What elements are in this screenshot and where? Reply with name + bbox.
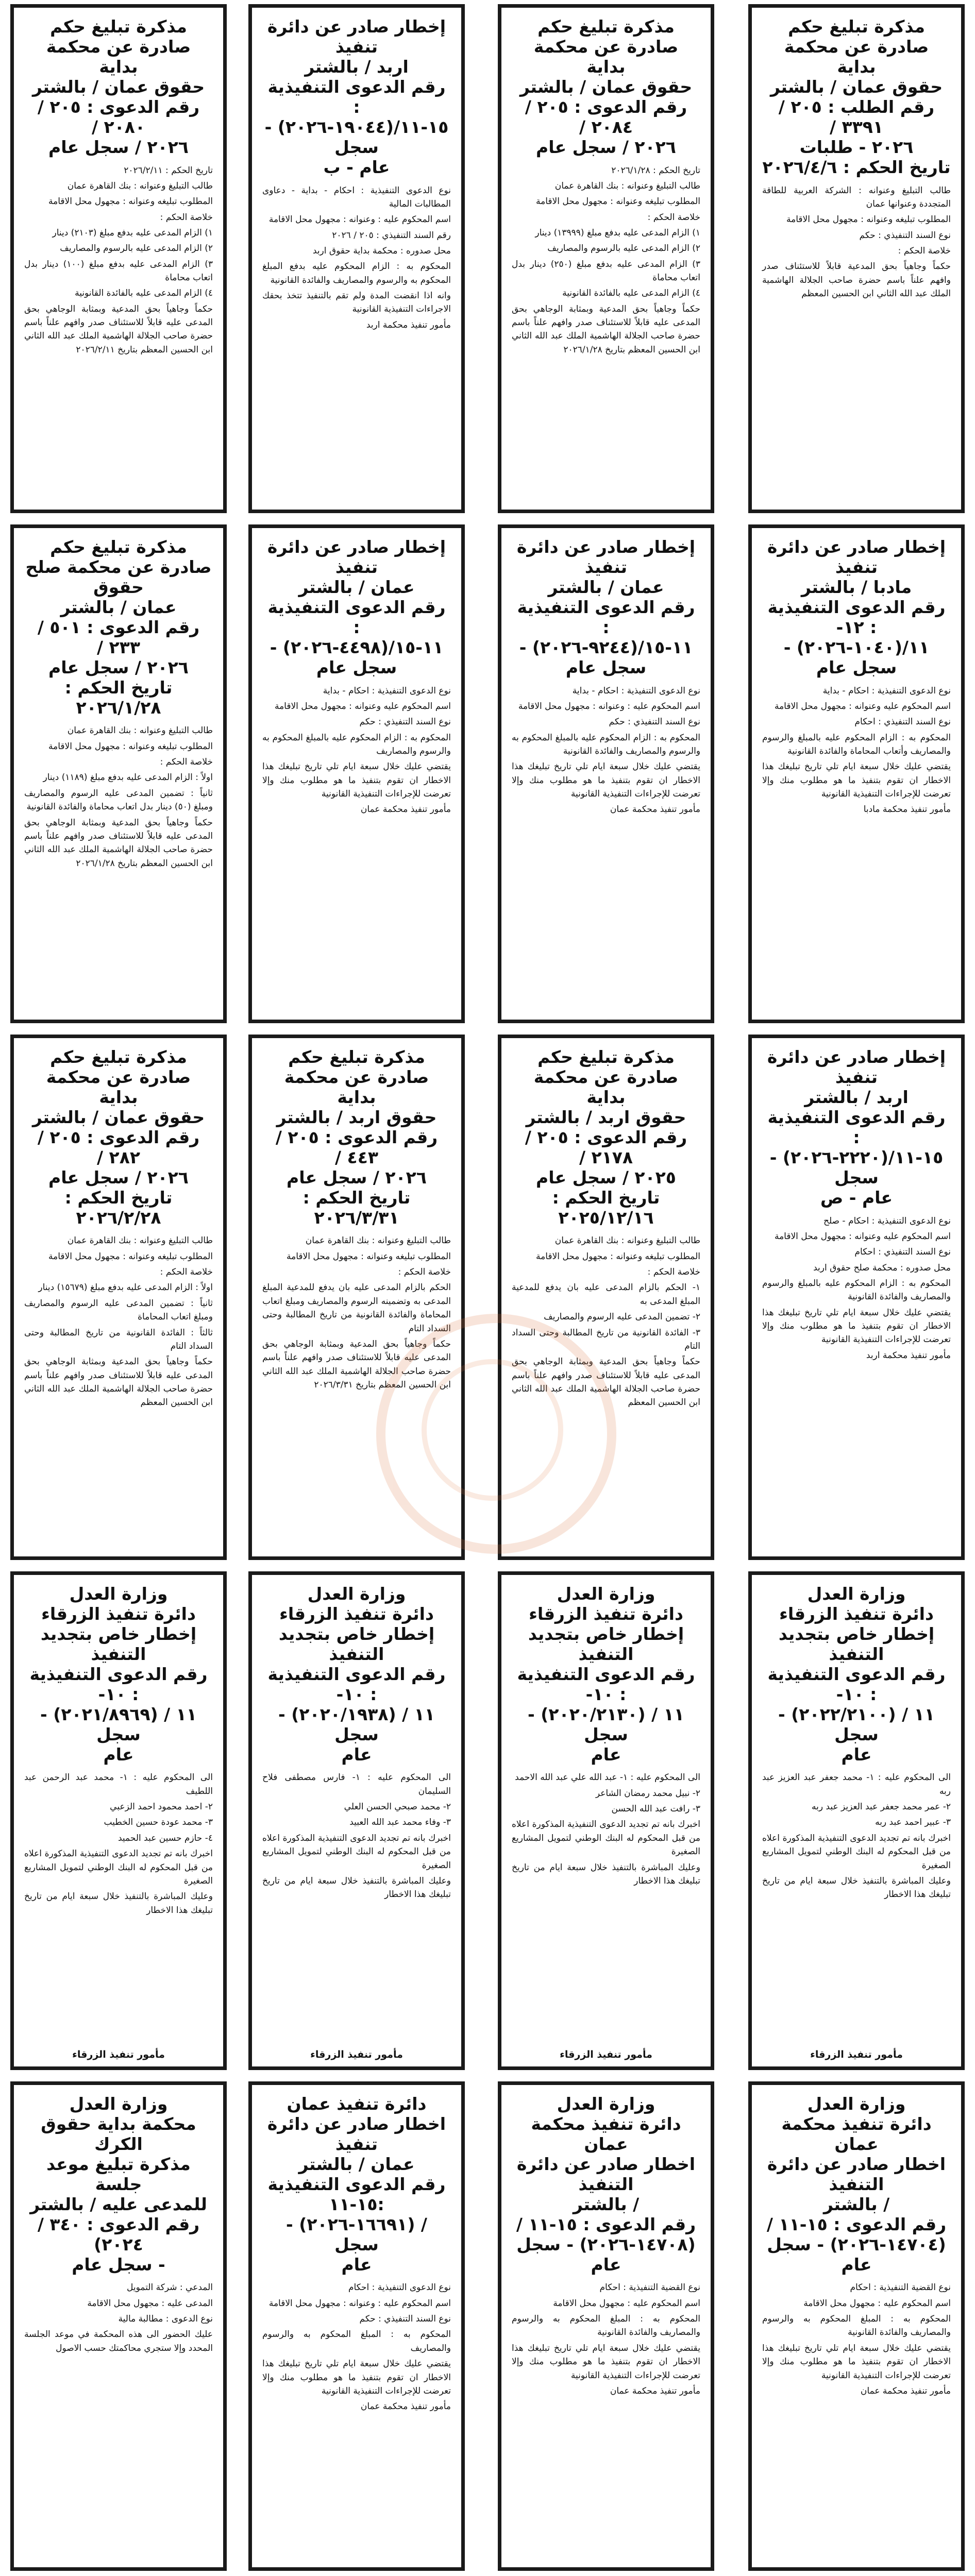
notice-header-line: إخطار صادر عن دائرة تنفيذ <box>267 16 446 57</box>
notice-header <box>762 17 951 178</box>
notice-box <box>10 4 227 513</box>
notice-paragraph: المحكوم به : الزام المحكوم عليه بدفع المبلغ المحكوم به والرسوم والمصاريف والفائدة القانونية <box>262 261 451 285</box>
notice-header-line: مذكرة تبليغ حكم <box>50 1047 187 1067</box>
notice-paragraph: محل صدوره : محكمة بداية حقوق اربد <box>312 245 451 256</box>
notice-paragraph: المطلوب تبليغه وعنوانه : مجهول محل الاقامة <box>786 214 951 225</box>
notice-body <box>512 1234 700 1409</box>
notice-signature: مأمور تنفيذ الزرقاء <box>560 2049 652 2060</box>
notice-header-line: رقم الدعوى : ٢٠٥ / ٢٠٨٠ / <box>37 96 200 137</box>
notice-paragraph: المحكوم به : الزام المحكوم عليه بالمبلغ المحكوم به والرسوم والمصاريف <box>262 732 451 756</box>
notice-header-line: إخطار خاص بتجديد التنفيذ <box>40 1623 197 1664</box>
notice-header-line: إخطار صادر عن دائرة تنفيذ <box>767 537 946 577</box>
notice-header-line: رقم الدعوى التنفيذية : ١٠- <box>767 1664 946 1704</box>
notice-paragraph: نوع الدعوى التنفيذية : احكام - بداية <box>323 685 451 696</box>
notice-paragraph: الى المحكوم عليه : ١- محمد عبد الرحمن عبد اللطيف <box>24 1772 213 1797</box>
notice-header-line: مذكرة تبليغ موعد جلسة <box>46 2154 191 2194</box>
notice-header-line: حقوق اربد / بالشتر <box>276 1107 437 1127</box>
notice-paragraph: اسم المحكوم عليه وعنوانه : مجهول محل الاقامة <box>774 701 951 711</box>
notice-paragraph: ٣- محمد عودة حسين الخطيب <box>104 1817 213 1828</box>
notice-header-line: ٢٠٢٦ / سجل عام <box>48 657 189 677</box>
notice-header-line: عمان / بالشتر <box>298 577 415 597</box>
notice-paragraph: المطلوب تبليغه وعنوانه : مجهول محل الاقامة <box>48 741 213 752</box>
notice-paragraph: وعليك المباشرة بالتنفيذ خلال سبعة ايام من تاريخ تبليغك هذا الاخطار <box>262 1875 451 1900</box>
notice-header-line: وزارة العدل <box>69 1584 168 1604</box>
notice-header <box>262 537 451 678</box>
notice-header-line: ١١ / (٢٠٢١/٨٩٦٩) - سجل <box>40 1704 197 1744</box>
notice-signature: مأمور تنفيذ الزرقاء <box>810 2049 903 2060</box>
notice-header-line: صادرة عن محكمة صلح حقوق <box>25 556 212 597</box>
notice-header-line: ٢٠٢٦ / سجل عام <box>48 1167 189 1188</box>
notice-header-line: محكمة بداية حقوق الكرك <box>41 2113 196 2154</box>
notice-paragraph: مأمور تنفيذ محكمة اربد <box>866 1350 951 1361</box>
notice-header-line: حقوق عمان / بالشتر <box>519 76 693 97</box>
notice-box <box>748 4 965 513</box>
notice-header-line: / بالشتر <box>573 2194 640 2214</box>
notice-paragraph: ٣- الفائدة القانونية من تاريخ المطالبة وحتى السداد التام <box>512 1327 700 1351</box>
notice-header-line: رقم الدعوى التنفيذية : <box>767 1107 946 1147</box>
notice-header <box>262 1584 451 1765</box>
notice-paragraph: محل صدوره : محكمة صلح حقوق اربد <box>813 1262 951 1273</box>
notice-paragraph: نوع الدعوى التنفيذية : احكام <box>348 2282 451 2293</box>
notice-paragraph: الى المحكوم عليه : ١- عبد الله علي عبد الله الاحمد <box>515 1772 700 1783</box>
notice-header-line: حقوق عمان / بالشتر <box>32 76 205 97</box>
notice-body <box>24 164 213 357</box>
notice-paragraph: اسم المحكوم عليه : مجهول محل الاقامة <box>553 2298 700 2309</box>
notice-header-line: وزارة العدل <box>807 2094 906 2114</box>
notice-paragraph: المدعي : شركة التمويل <box>127 2282 213 2293</box>
notice-header-line: ١١-١٥/(٩٢٤٤-٢٠٢٦) - <box>519 637 693 657</box>
notice-paragraph: رقم السند التنفيذي : ٢٠٥ / ٢٠٢٦ <box>332 230 451 241</box>
notice-header-line: دائرة تنفيذ الزرقاء <box>41 1603 196 1624</box>
notice-paragraph: مأمور تنفيذ محكمة مادبا <box>863 804 951 815</box>
notice-paragraph: خلاصة الحكم : <box>160 212 213 223</box>
notice-paragraph: نوع السند التنفيذي : حكم <box>859 230 951 241</box>
notice-header-line: عام <box>103 1744 134 1765</box>
notice-header-line: اخطار صادر عن دائرة تنفيذ <box>267 2113 446 2154</box>
notice-body <box>512 164 700 357</box>
notice-box <box>498 524 714 1023</box>
notice-box <box>498 4 714 513</box>
notice-header-line: ٢٠٢٦ - طلبات <box>799 137 914 157</box>
notice-paragraph: ١) الزام المدعى عليه بدفع مبلغ (١٣٩٩٩) دينار <box>535 227 700 238</box>
notice-body <box>24 724 213 870</box>
notice-paragraph: ٤- حازم حسين عبد الحميد <box>117 1833 213 1843</box>
notice-paragraph: يقتضي عليك خلال سبعة ايام تلي تاريخ تبليغك هذا الاخطار ان تقوم بتنفيذ ما هو مطلوب منك وإلا تعرضت للإجراءات التنفيذية القانونية <box>262 761 451 799</box>
notice-header-line: وزارة العدل <box>307 1584 406 1604</box>
notice-paragraph: المطلوب تبليغه وعنوانه : مجهول محل الاقامة <box>287 1251 451 1262</box>
notice-header-line: عمان / بالشتر <box>298 2154 415 2174</box>
notice-header-line: تاريخ الحكم : ٢٠٢٦/٣/٣١ <box>302 1187 411 1228</box>
notice-header-line: / (١٦٦٩١-٢٠٢٦) - سجل <box>286 2214 427 2255</box>
notice-header <box>24 1584 213 1765</box>
notice-header <box>262 2094 451 2275</box>
notice-paragraph: ٢- تضمين المدعى عليه الرسوم والمصاريف <box>544 1312 700 1323</box>
notice-paragraph: الحكم بالزام المدعى عليه بان يدفع للمدعية المبلغ المدعى به وتضمينه الرسوم والمصاريف ومبلغ اتعاب المحاماة والفائدة القانونية من تاريخ المطالبة وحتى السداد التام <box>262 1282 451 1334</box>
notice-header-line: سجل عام <box>316 657 397 677</box>
notice-header-line: ٢٠٢٦ / سجل عام <box>48 137 189 157</box>
notice-header-line: دائرة تنفيذ الزرقاء <box>529 1603 683 1624</box>
notice-paragraph: اسم المحكوم عليه : وعنوانه : مجهول محل الاقامة <box>268 214 451 225</box>
notice-paragraph: خلاصة الحكم : <box>898 245 951 256</box>
notice-paragraph: ٢) الزام المدعى عليه بالرسوم والمصاريف <box>547 243 700 254</box>
notice-box <box>498 1035 714 1560</box>
notice-header-line: رقم الدعوى : ٢٠٥ / ٢١٧٨ / <box>525 1127 687 1167</box>
notice-header-line: مذكرة تبليغ حكم <box>288 1047 425 1067</box>
notice-header-line: إخطار خاص بتجديد التنفيذ <box>528 1623 684 1664</box>
notice-paragraph: المطلوب تبليغه وعنوانه : مجهول محل الاقامة <box>48 1251 213 1262</box>
notice-box <box>498 1571 714 2070</box>
notice-header-line: تاريخ الحكم : ٢٠٢٦/١/٢٨ <box>64 677 173 718</box>
notice-paragraph: ٢- نبيل محمد رمضان الشاعر <box>595 1788 700 1799</box>
notice-body <box>512 684 700 817</box>
notice-paragraph: خلاصة الحكم : <box>160 757 213 768</box>
notice-signature: مأمور تنفيذ الزرقاء <box>310 2049 403 2060</box>
notice-box <box>10 2081 227 2571</box>
notice-paragraph: المحكوم به : المبلغ المحكوم به والرسوم والمصاريف والفائدة القانونية <box>762 2314 951 2338</box>
notice-header <box>24 17 213 158</box>
notice-paragraph: نوع السند التنفيذي : حكم <box>359 717 451 727</box>
notice-paragraph: نوع الدعوى التنفيذية : احكام - بداية - دعاوى المطالبات المالية <box>262 185 451 209</box>
notice-paragraph: مأمور تنفيذ محكمة عمان <box>610 2385 700 2396</box>
notice-paragraph: وعليك المباشرة بالتنفيذ خلال سبعة ايام من تاريخ تبليغك هذا الاخطار <box>512 1862 700 1886</box>
notice-paragraph: اخبرك بانه تم تجديد الدعوى التنفيذية المذكورة اعلاه من قبل المحكوم له البنك الوطني لتمويل المشاريع الصغيرة <box>762 1833 951 1871</box>
notice-paragraph: نوع الدعوى التنفيذية : احكام - بداية <box>572 685 700 696</box>
notice-paragraph: ٢) الزام المدعى عليه بالرسوم والمصاريف <box>60 243 213 254</box>
notice-header <box>24 2094 213 2275</box>
notice-paragraph: خلاصة الحكم : <box>398 1267 451 1278</box>
notice-paragraph: نوع القضية التنفيذية : احكام <box>850 2282 951 2293</box>
notice-paragraph: اسم المحكوم عليه وعنوانه : مجهول محل الاقامة <box>274 701 451 711</box>
notice-header-line: رقم الدعوى : ٥٠١ / ٢٣٣ / <box>37 617 200 657</box>
notice-header-line: عام - ب <box>323 157 390 177</box>
notice-header-line: إخطار صادر عن دائرة تنفيذ <box>767 1047 946 1087</box>
notice-header-line: رقم الدعوى : ٢٠٥ / ٢٨٢ / <box>37 1127 200 1167</box>
notice-paragraph: وعليك المباشرة بالتنفيذ خلال سبعة ايام من تاريخ تبليغك هذا الاخطار <box>762 1875 951 1900</box>
notice-paragraph: ٤) الزام المدعى عليه بالفائدة القانونية <box>75 288 213 299</box>
notice-paragraph: المحكوم به : المبلغ المحكوم به والرسوم والمصاريف <box>262 2329 451 2353</box>
notice-header-line: رقم الطلب : ٢٠٥ / ٣٣٩١ / <box>778 96 935 137</box>
notice-header-line: إخطار خاص بتجديد التنفيذ <box>778 1623 935 1664</box>
notice-header-line: رقم الدعوى التنفيذية : <box>267 76 446 117</box>
notice-header-line: حقوق اربد / بالشتر <box>526 1107 686 1127</box>
notice-body <box>512 2281 700 2398</box>
notice-paragraph: ١) الزام المدعى عليه بدفع مبلغ (٢١٠٣) دينار <box>52 227 213 238</box>
notice-body <box>24 1234 213 1409</box>
notice-paragraph: خلاصة الحكم : <box>647 212 700 223</box>
notice-header-line: للمدعى عليه / بالشتر <box>30 2194 207 2214</box>
notice-paragraph: اخبرك بانه تم تجديد الدعوى التنفيذية المذكورة اعلاه من قبل المحكوم له البنك الوطني لتمويل المشاريع الصغيرة <box>262 1833 451 1871</box>
notice-paragraph: يقتضي عليك خلال سبعة ايام تلي تاريخ تبليغك هذا الاخطار ان تقوم بتنفيذ ما هو مطلوب منك وإلا تعرضت للإجراءات التنفيذية القانونية <box>762 1307 951 1345</box>
notice-paragraph: حكماً وجاهياً بحق المدعية قابلاً للاستئناف صدر وافهم علناً باسم حضرة صاحب الجلالة الهاشمية الملك عبد الله الثاني ابن الحسين المعظم <box>762 261 951 299</box>
notice-box <box>498 2081 714 2571</box>
notice-header <box>762 1584 951 1765</box>
notice-paragraph: ٣) الزام المدعى عليه بدفع مبلغ (١٠٠) دينار بدل اتعاب محاماة <box>24 259 213 283</box>
notice-paragraph: اسم المحكوم عليه : وعنوانه : مجهول محل الاقامة <box>268 2298 451 2309</box>
notice-paragraph: اخبرك بانه تم تجديد الدعوى التنفيذية المذكورة اعلاه من قبل المحكوم له البنك الوطني لتمويل المشاريع الصغيرة <box>512 1819 700 1857</box>
notice-box <box>248 2081 465 2571</box>
notice-header-line: اربد / بالشتر <box>305 56 409 77</box>
notice-paragraph: يقتضي عليك خلال سبعة ايام تلي تاريخ تبليغك هذا الاخطار ان تقوم بتنفيذ ما هو مطلوب منك وإلا تعرضت للإجراءات التنفيذية القانونية <box>512 2343 700 2381</box>
notice-body <box>762 684 951 817</box>
notice-header <box>262 1047 451 1228</box>
notice-box <box>748 1035 965 1560</box>
notice-header <box>762 537 951 678</box>
notice-header <box>262 17 451 178</box>
notice-paragraph: المطلوب تبليغه وعنوانه : مجهول محل الاقامة <box>536 1251 700 1262</box>
notice-header-line: عام <box>341 2254 372 2275</box>
notice-paragraph: نوع السند التنفيذي : حكم <box>609 717 700 727</box>
notice-header-line: إخطار صادر عن دائرة تنفيذ <box>267 537 446 577</box>
notice-header-line: / بالشتر <box>823 2194 890 2214</box>
notice-header <box>762 1047 951 1208</box>
notice-header-line: صادرة عن محكمة بداية <box>46 1066 191 1107</box>
notice-paragraph: اخبرك بانه تم تجديد الدعوى التنفيذية المذكورة اعلاه من قبل المحكوم له البنك الوطني لتمويل المشاريع الصغيرة <box>24 1849 213 1886</box>
notice-paragraph: ٢- عمر محمد جعفر عبد العزيز عبد ربه <box>811 1802 951 1812</box>
notice-header-line: ١٥-١١/(١٩٠٤٤-٢٠٢٦) - سجل <box>264 116 449 157</box>
notice-header-line: إخطار خاص بتجديد التنفيذ <box>278 1623 435 1664</box>
notice-paragraph: الى المحكوم عليه : ١- فارس مصطفى فلاح السليمان <box>262 1772 451 1797</box>
notice-paragraph: نوع القضية التنفيذية : احكام <box>599 2282 700 2293</box>
notice-paragraph: اولاً : الزام المدعى عليه بدفع مبلغ (١٥٦٧٩) دينار <box>38 1282 213 1293</box>
notice-paragraph: طالب التبليغ وعنوانه : بنك القاهرة عمان <box>554 180 700 191</box>
notice-header <box>512 2094 700 2275</box>
notice-header-line: رقم الدعوى التنفيذية : <box>517 597 695 637</box>
notice-paragraph: نوع السند التنفيذي : احكام <box>854 717 951 727</box>
notice-header-line: رقم الدعوى : ١٥-١١ / <box>516 2214 696 2234</box>
notice-body <box>262 184 451 332</box>
notice-paragraph: يقتضي عليك خلال سبعة ايام تلي تاريخ تبليغك هذا الاخطار ان تقوم بتنفيذ ما هو مطلوب منك وإلا تعرضت للإجراءات التنفيذية القانونية <box>262 2359 451 2396</box>
notice-paragraph: المحكوم به : الزام المحكوم عليه بالمبلغ والرسوم والمصاريف وأتعاب المحاماة والفائدة القانونية <box>762 732 951 756</box>
notice-header-line: تاريخ الحكم : ٢٠٢٦/٤/٦ <box>762 157 951 177</box>
notice-header-line: رقم الدعوى التنفيذية : ١٠- <box>517 1664 695 1704</box>
notice-paragraph: ١- الحكم بالزام المدعى عليه بان يدفع للمدعية المبلغ المدعى به <box>512 1282 700 1307</box>
notice-header-line: إخطار صادر عن دائرة تنفيذ <box>516 537 696 577</box>
notice-header-line: رقم الدعوى : ٣٤٠ /٢٠٢٤) <box>37 2214 200 2255</box>
notice-body <box>24 1771 213 1917</box>
notice-paragraph: المحكوم به : المبلغ المحكوم به والرسوم والمصاريف والفائدة القانونية <box>512 2314 700 2338</box>
notice-body <box>762 2281 951 2398</box>
notice-header-line: مذكرة تبليغ حكم <box>50 16 187 37</box>
notice-header-line: وزارة العدل <box>807 1584 906 1604</box>
notice-body <box>262 1771 451 1901</box>
notice-header <box>762 2094 951 2275</box>
notice-paragraph: حكماً وجاهياً بحق المدعية وبمثابة الوجاهي بحق المدعى عليه قابلاً للاستئناف صدر وافهم علناً باسم حضرة صاحب الجلالة الهاشمية الملك عبد الله الثاني ابن الحسين المعظم <box>24 1357 213 1408</box>
notice-header-line: صادرة عن محكمة بداية <box>46 36 191 77</box>
notice-box <box>748 524 965 1023</box>
notice-header-line: تاريخ الحكم : ٢٠٢٥/١٢/١٦ <box>552 1187 660 1228</box>
notice-box <box>248 524 465 1023</box>
notice-paragraph: المحكوم به : الزام المحكوم عليه بالمبلغ والرسوم والمصاريف والفائدة القانونية <box>762 1278 951 1302</box>
notice-body <box>512 1771 700 1888</box>
notice-paragraph: ثانياً : تضمين المدعى عليه الرسوم والمصاريف ومبلغ (٥٠) دينار بدل اتعاب محاماة والفائدة القانونية <box>24 788 213 812</box>
notice-header-line: حقوق عمان / بالشتر <box>770 76 943 97</box>
notice-paragraph: مأمور تنفيذ محكمة اربد <box>366 319 451 330</box>
notice-paragraph: الى المحكوم عليه : ١- محمد جعفر عبد العزيز عبد ربه <box>762 1772 951 1797</box>
notice-paragraph: اولاً : الزام المدعى عليه بدفع مبلغ (١١٨٩) دينار <box>43 772 213 783</box>
notice-header-line: ٢٠٢٦ / سجل عام <box>536 137 676 157</box>
notice-paragraph: اسم المحكوم عليه : مجهول محل الاقامة <box>803 2298 951 2309</box>
notice-box <box>748 2081 965 2571</box>
notice-header-line: صادرة عن محكمة بداية <box>533 36 679 77</box>
notice-body <box>762 1214 951 1362</box>
notice-header-line: (١٤٧٠٨-٢٠٢٦) - سجل عام <box>516 2234 696 2275</box>
notice-header-line: صادرة عن محكمة بداية <box>533 1066 679 1107</box>
notice-header-line: دائرة تنفيذ عمان <box>287 2094 427 2114</box>
notice-paragraph: طالب التبليغ وعنوانه : الشركة العربية للطاقة المتجددة وعنوانها عمان <box>762 185 951 209</box>
notice-paragraph: طالب التبليغ وعنوانه : بنك القاهرة عمان <box>554 1235 700 1246</box>
notice-header-line: عام <box>341 1744 372 1765</box>
notice-header-line: رقم الدعوى التنفيذية : <box>267 597 446 637</box>
notice-body <box>24 2281 213 2355</box>
notice-box <box>248 1571 465 2070</box>
notice-paragraph: ٢- محمد صبحي الحسن العلي <box>344 1802 451 1812</box>
notice-paragraph: ٤) الزام المدعى عليه بالفائدة القانونية <box>562 288 700 299</box>
notice-header-line: صادرة عن محكمة بداية <box>784 36 929 77</box>
notice-box <box>10 524 227 1023</box>
notice-header-line: حقوق عمان / بالشتر <box>32 1107 205 1127</box>
notice-header-line: مذكرة تبليغ حكم <box>537 1047 675 1067</box>
notice-paragraph: اسم المحكوم عليه : وعنوانه : مجهول محل الاقامة <box>518 701 700 711</box>
notice-header-line: رقم الدعوى التنفيذية : ١٠- <box>29 1664 208 1704</box>
notice-header <box>512 1584 700 1765</box>
notice-body <box>762 1771 951 1901</box>
notice-header-line: اخطار صادر عن دائرة التنفيذ <box>767 2154 946 2194</box>
notice-header-line: رقم الدعوى التنفيذية : ١٢- <box>767 597 946 637</box>
notice-box <box>748 1571 965 2070</box>
notice-header-line: - سجل عام <box>72 2254 165 2275</box>
notice-header-line: وزارة العدل <box>557 2094 655 2114</box>
notice-paragraph: طالب التبليغ وعنوانه : بنك القاهرة عمان <box>67 180 213 191</box>
notice-header-line: مذكرة تبليغ حكم <box>788 16 925 37</box>
notice-header-line: وزارة العدل <box>69 2094 168 2114</box>
notice-header-line: رقم الدعوى التنفيذية : ١٠- <box>267 1664 446 1704</box>
notice-header-line: رقم الدعوى التنفيذية :١٥-١١ <box>267 2174 446 2214</box>
notice-header-line: دائرة تنفيذ الزرقاء <box>279 1603 434 1624</box>
notice-header-line: ١١/(١٠٤٠-٢٠٢٦) - سجل عام <box>783 637 930 677</box>
notice-header-line: دائرة تنفيذ محكمة عمان <box>781 2113 932 2154</box>
notice-header-line: اخطار صادر عن دائرة التنفيذ <box>516 2154 696 2194</box>
notice-paragraph: خلاصة الحكم : <box>160 1267 213 1278</box>
notice-paragraph: مأمور تنفيذ محكمة عمان <box>860 2385 951 2396</box>
notice-paragraph: المحكوم به : الزام المحكوم عليه بالمبلغ المحكوم به والرسوم والمصاريف والفائدة القانونية <box>512 732 700 756</box>
notice-header <box>24 537 213 718</box>
notice-header-line: تاريخ الحكم : ٢٠٢٦/٢/٢٨ <box>64 1187 173 1228</box>
notice-box <box>248 1035 465 1560</box>
notice-box <box>10 1571 227 2070</box>
notice-header-line: ١١ / (٢٠٢٢/٢١٠٠) - سجل <box>778 1704 935 1744</box>
notice-header-line: مذكرة تبليغ حكم <box>50 537 187 557</box>
notice-paragraph: اسم المحكوم عليه وعنوانه : مجهول محل الاقامة <box>774 1231 951 1242</box>
notice-header-line: عام <box>841 1744 872 1765</box>
notice-header-line: عمان / بالشتر <box>548 577 664 597</box>
notice-header-line: ٢٠٢٦ / سجل عام <box>287 1167 427 1188</box>
notice-paragraph: حكماً وجاهياً بحق المدعية وبمثابة الوجاهي بحق المدعى عليه قابلاً للاستئناف صدر وافهم علناً باسم حضرة صاحب الجلالة الهاشمية الملك عبد الله الثاني ابن الحسين المعظم <box>512 1357 700 1408</box>
notice-header-line: اربد / بالشتر <box>804 1087 909 1107</box>
notice-box <box>10 1035 227 1560</box>
notice-paragraph: حكماً وجاهياً بحق المدعية وبمثابة الوجاهي بحق المدعى عليه قابلاً للاستئناف صدر وافهم علناً باسم حضرة صاحب الجلالة الهاشمية الملك عبد الله الثاني ابن الحسين المعظم بتاريخ ٢٠٢٦/٢/١١ <box>24 303 213 355</box>
notice-header-line: سجل عام <box>565 657 647 677</box>
notice-paragraph: طالب التبليغ وعنوانه : بنك القاهرة عمان <box>67 725 213 736</box>
notice-paragraph: طالب التبليغ وعنوانه : بنك القاهرة عمان <box>67 1235 213 1246</box>
notice-paragraph: نوع السند التنفيذي : احكام <box>854 1247 951 1258</box>
notice-paragraph: تاريخ الحكم : ٢٠٢٦/٢/١١ <box>124 165 213 176</box>
notice-header-line: مادبا / بالشتر <box>801 577 912 597</box>
notice-paragraph: ثانياً : تضمين المدعى عليه الرسوم والمصاريف ومبلغ اتعاب المحاماة <box>24 1298 213 1323</box>
notice-header <box>512 1047 700 1228</box>
notice-header-line: دائرة تنفيذ الزرقاء <box>779 1603 934 1624</box>
notice-header-line: رقم الدعوى : ٢٠٥ / ٤٤٣ / <box>275 1127 438 1167</box>
notice-paragraph: نوع الدعوى التنفيذية : احكام - بداية <box>822 685 951 696</box>
notice-body <box>262 2281 451 2413</box>
notice-header-line: دائرة تنفيذ محكمة عمان <box>531 2113 681 2154</box>
notice-paragraph: وانه اذا انقضت المدة ولم تقم بالتنفيذ تتخذ بحقك الاجراءات التنفيذية القانونية <box>262 290 451 315</box>
notice-paragraph: المطلوب تبليغه وعنوانه : مجهول محل الاقامة <box>48 196 213 207</box>
notice-header-line: ١١ / (٢٠٢٠/١٩٣٨) - سجل <box>278 1704 435 1744</box>
notice-header-line: مذكرة تبليغ حكم <box>537 16 675 37</box>
notice-paragraph: وعليك المباشرة بالتنفيذ خلال سبعة ايام من تاريخ تبليغك هذا الاخطار <box>24 1891 213 1916</box>
notice-paragraph: عليك الحضور الى هذه المحكمة في موعد الجلسة المحدد وإلا ستجري محاكمتك حسب الاصول <box>24 2329 213 2353</box>
notice-header-line: ١١ / (٢٠٢٠/٢١٣٠) - سجل <box>528 1704 684 1744</box>
notice-header-line: ٢٠٢٥ / سجل عام <box>536 1167 676 1188</box>
notice-paragraph: يقتضي عليك خلال سبعة ايام تلي تاريخ تبليغك هذا الاخطار ان تقوم بتنفيذ ما هو مطلوب منك وإلا تعرضت للإجراءات التنفيذية القانونية <box>512 761 700 799</box>
notice-paragraph: حكماً وجاهياً بحق المدعية وبمثابة الوجاهي بحق المدعى عليه قابلاً للاستئناف صدر وافهم علناً باسم حضرة صاحب الجلالة الهاشمية الملك عبد الله الثاني ابن الحسين المعظم بتاريخ ٢٠٢٦/١/٢٨ <box>512 303 700 355</box>
notice-paragraph: ٣- عبير احمد عبد ربه <box>875 1817 951 1828</box>
notice-header-line: ١٥-١١/(٢٢٢٠-٢٠٢٦) - سجل <box>769 1147 944 1188</box>
notice-header-line: عمان / بالشتر <box>60 597 177 617</box>
notice-header <box>512 537 700 678</box>
notice-paragraph: ٣) الزام المدعى عليه بدفع مبلغ (٢٥٠) دينار بدل اتعاب محاماة <box>512 259 700 283</box>
notice-header-line: رقم الدعوى : ٢٠٥ / ٢٠٨٤ / <box>525 96 687 137</box>
notice-paragraph: ثالثاً : الفائدة القانونية من تاريخ المطالبة وحتى السداد التام <box>24 1327 213 1351</box>
notice-header-line: عام - ص <box>820 1187 893 1208</box>
notice-paragraph: المطلوب تبليغه وعنوانه : مجهول محل الاقامة <box>536 196 700 207</box>
notice-paragraph: ٢- احمد محمود احمد الزعبي <box>110 1802 213 1812</box>
notice-paragraph: يقتضي عليك خلال سبعة ايام تلي تاريخ تبليغك هذا الاخطار ان تقوم بتنفيذ ما هو مطلوب منك وإلا تعرضت للإجراءات التنفيذية القانونية <box>762 2343 951 2381</box>
notice-paragraph: مأمور تنفيذ محكمة عمان <box>610 804 700 815</box>
notice-header-line: صادرة عن محكمة بداية <box>284 1066 429 1107</box>
notice-paragraph: مأمور تنفيذ محكمة عمان <box>360 2401 451 2412</box>
notice-paragraph: حكماً وجاهياً بحق المدعية وبمثابة الوجاهي بحق المدعى عليه قابلاً للاستئناف صدر وافهم علناً باسم حضرة صاحب الجلالة الهاشمية الملك عبد الله الثاني ابن الحسين المعظم بتاريخ ٢٠٢٦/١/٢٨ <box>24 817 213 869</box>
notice-paragraph: طالب التبليغ وعنوانه : بنك القاهرة عمان <box>305 1235 451 1246</box>
notice-header <box>512 17 700 158</box>
notice-header-line: ١١-١٥/(٤٤٩٨-٢٠٢٦) - <box>270 637 444 657</box>
notice-paragraph: نوع الدعوى التنفيذية : احكام - صلح <box>823 1215 951 1226</box>
notice-header-line: وزارة العدل <box>557 1584 655 1604</box>
notice-paragraph: مأمور تنفيذ محكمة عمان <box>360 804 451 815</box>
notice-paragraph: المدعى عليه : مجهول محل الاقامة <box>87 2298 213 2309</box>
notice-header-line: (١٤٧٠٤-٢٠٢٦) - سجل عام <box>767 2234 946 2275</box>
notice-box <box>248 4 465 513</box>
notice-paragraph: ٣- رافت عبد الله الحسن <box>611 1804 700 1815</box>
notice-body <box>762 184 951 301</box>
notice-header-line: عام <box>591 1744 621 1765</box>
notice-paragraph: نوع الدعوى : مطالبة مالية <box>118 2314 213 2325</box>
notice-paragraph: ٣- وفاء محمد عبد الله العبيد <box>349 1817 451 1828</box>
notice-paragraph: حكماً وجاهياً بحق المدعية وبمثابة الوجاهي بحق المدعى عليه قابلاً للاستئناف صدر وافهم علناً باسم حضرة صاحب الجلالة الهاشمية الملك عبد الله الثاني ابن الحسين المعظم بتاريخ ٢٠٢٦/٣/٣١ <box>262 1338 451 1390</box>
notice-header-line: رقم الدعوى : ١٥-١١ / <box>766 2214 947 2234</box>
notice-signature: مأمور تنفيذ الزرقاء <box>72 2049 165 2060</box>
notice-header <box>24 1047 213 1228</box>
notice-body <box>262 684 451 817</box>
notice-paragraph: يقتضي عليك خلال سبعة ايام تلي تاريخ تبليغك هذا الاخطار ان تقوم بتنفيذ ما هو مطلوب منك وإلا تعرضت للإجراءات التنفيذية القانونية <box>762 761 951 799</box>
notice-paragraph: تاريخ الحكم : ٢٠٢٦/١/٢٨ <box>611 165 700 176</box>
notice-paragraph: نوع السند التنفيذي : حكم <box>359 2314 451 2325</box>
notice-body <box>262 1234 451 1392</box>
notice-paragraph: خلاصة الحكم : <box>647 1267 700 1278</box>
